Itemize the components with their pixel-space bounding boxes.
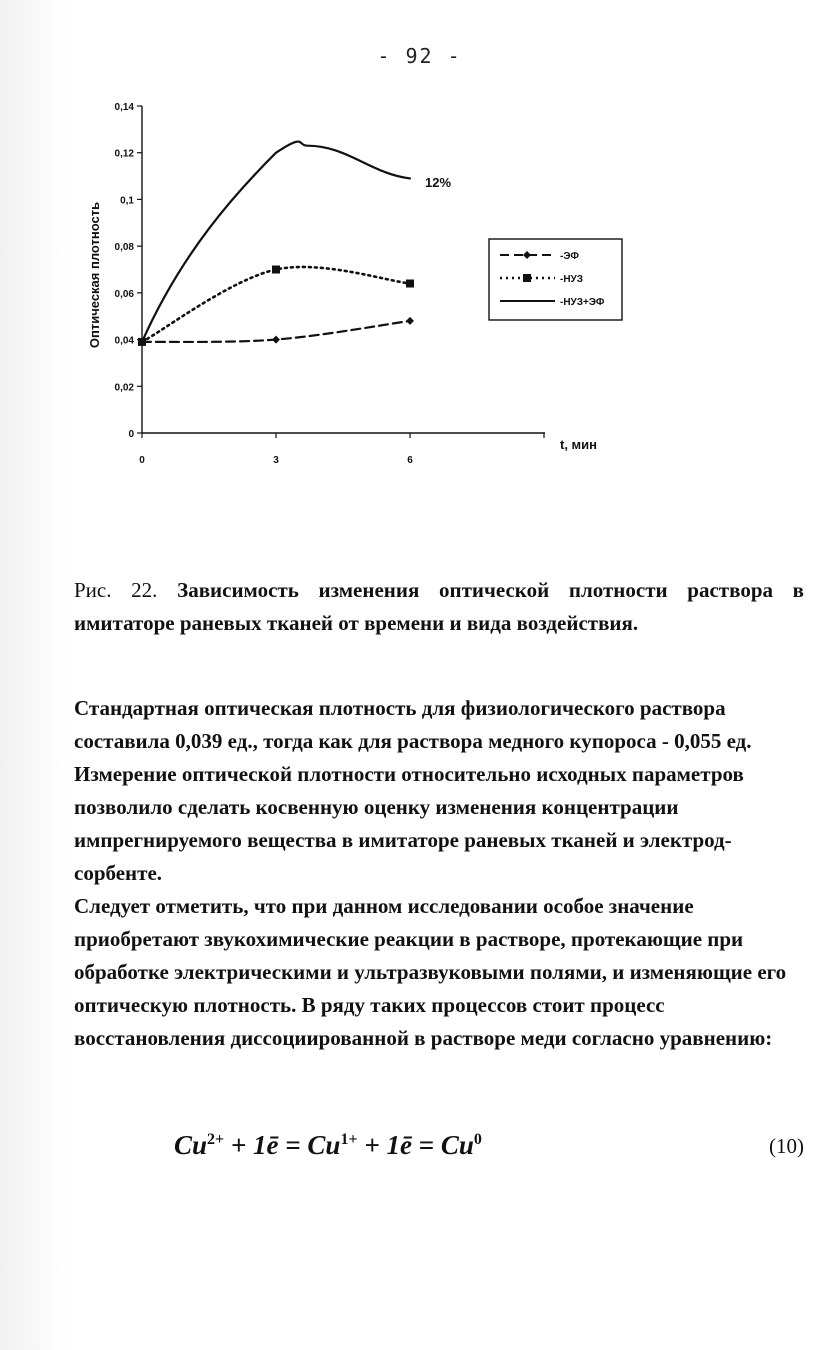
chart-legend <box>489 239 622 320</box>
series-line-2 <box>142 267 410 342</box>
legend-marker <box>523 251 531 259</box>
chart-series <box>138 142 414 346</box>
page-number: - 92 - <box>377 44 462 68</box>
legend-marker <box>523 274 531 282</box>
legend-label: -НУЗ <box>560 274 584 285</box>
y-tick-label: 0,04 <box>114 335 134 347</box>
chart-ticks <box>115 102 544 466</box>
y-axis-label: Оптическая плотность <box>87 201 102 349</box>
paragraph-1 <box>74 692 804 890</box>
data-point-square <box>406 280 414 288</box>
x-tick-label: 3 <box>273 455 279 466</box>
y-tick-label: 0 <box>128 429 134 440</box>
paragraph-2 <box>74 890 804 1055</box>
y-tick-label: 0,02 <box>114 382 134 394</box>
legend-label: -НУЗ+ЭФ <box>560 297 605 308</box>
series-line-3 <box>142 142 410 342</box>
legend-label: -ЭФ <box>560 251 579 262</box>
x-axis-label: t, мин <box>560 437 598 452</box>
y-tick-label: 0,12 <box>114 148 134 160</box>
figure-caption <box>74 574 804 640</box>
paragraph-2-text: Следует отметить, что при данном исследовании особое значение приобретают звукохимические реакции в растворе, протекающие при обработке электрическими и ультразвуковыми полями, и изменяющие его оптическую плотность. В ряду таких процессов стоит процесс восстановления диссоциированной в растворе меди согласно уравнению: <box>74 894 787 1050</box>
paragraph-1-text: Стандартная оптическая плотность для физиологического раствора составила 0,039 ед., тогда как для раствора медного купороса - 0,055 ед. Измерение оптической плотности относительно исходных параметров позволило сделать косвенную оценку изменения концентрации импрегнируемого вещества в имитаторе раневых тканей и электрод-сорбенте. <box>74 696 752 885</box>
data-point-square <box>272 266 280 274</box>
series-annotation: 12% <box>425 175 452 190</box>
y-tick-label: 0,06 <box>114 288 134 300</box>
data-point-diamond <box>406 317 414 325</box>
y-tick-label: 0,1 <box>120 195 134 207</box>
equation-row <box>74 1130 804 1170</box>
x-tick-label: 6 <box>407 455 413 466</box>
caption-text: Зависимость изменения оптической плотности раствора в имитаторе раневых тканей от времени и вида воздействия. <box>74 578 805 635</box>
y-tick-label: 0,08 <box>114 242 134 254</box>
chart-axes <box>142 106 545 433</box>
caption-label: Рис. 22. <box>74 578 158 602</box>
line-chart <box>0 0 839 500</box>
y-tick-label: 0,14 <box>114 102 134 113</box>
data-point-diamond <box>272 336 280 344</box>
equation: $Cu^{2+}$ + 1ē = $Cu^{1+}$ + 1ē = $Cu^0$ <box>174 1130 482 1160</box>
equation-number: (10) <box>769 1134 804 1158</box>
x-tick-label: 0 <box>139 455 145 466</box>
